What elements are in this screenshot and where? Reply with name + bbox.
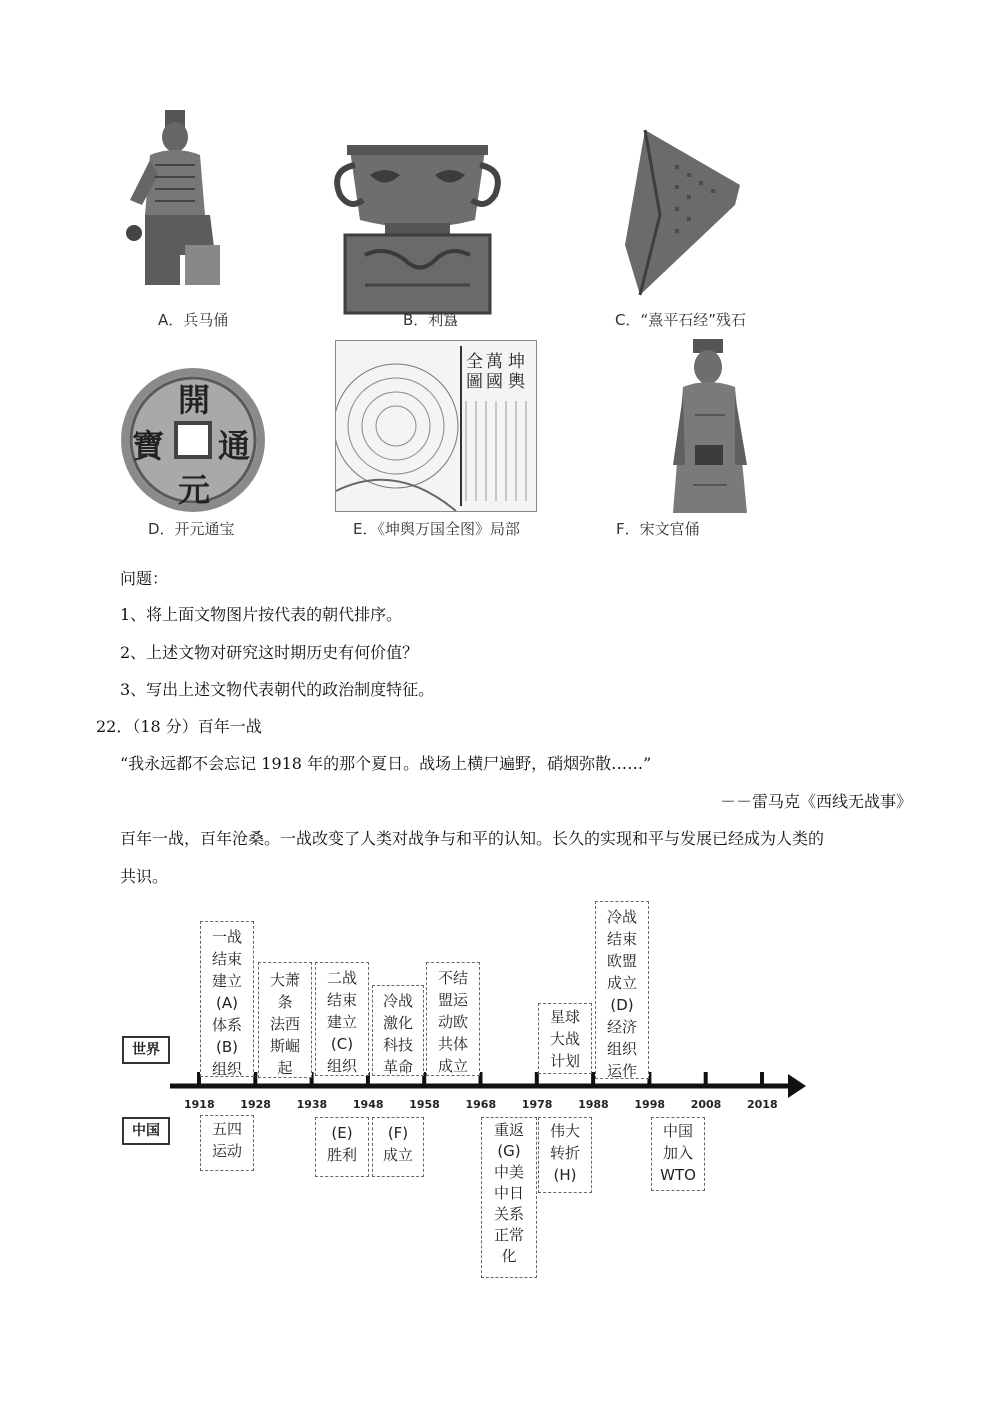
china-box-1968: 重返 (G) 中美 中日 关系 正常 化 [481,1117,537,1278]
world-box-1948: 冷战 激化 科技 革命 [372,985,424,1076]
coin-char-right: 通 [218,427,251,465]
artifact-caption-b: B．利簋 [403,311,459,329]
quote-source: －－雷马克《西线无战事》 [719,792,912,811]
timeline-year-label: 1938 [296,1098,328,1111]
china-box-1998: 中国 加入 WTO [651,1117,705,1191]
question-2: 2、上述文物对研究这时期历史有何价值？ [120,643,419,662]
world-box-1988: 冷战 结束 欧盟 成立 (D) 经济 组织 运作 [595,901,649,1079]
timeline-year-label: 1918 [184,1098,215,1111]
china-box-1938: (E) 胜利 [315,1117,369,1177]
world-box-1918: 一战 结束 建立 (A) 体系 (B) 组织 [200,921,254,1077]
china-box-1978: 伟大 转折 (H) [538,1117,592,1193]
timeline-year-label: 1978 [521,1098,553,1111]
artifact-caption-d: D．开元通宝 [148,520,235,538]
timeline-year-label: 2008 [690,1098,722,1111]
world-label-text: 世界 [132,1042,160,1058]
paragraph-line-1: 百年一战，百年沧桑。一战改变了人类对战争与和平的认知。长久的实现和平与发展已经成为人类的 [120,829,825,848]
paragraph-line-2: 共识。 [120,867,169,886]
question-3: 3、写出上述文物代表朝代的政治制度特征。 [120,680,435,699]
map-title-char-1: 坤 [508,352,525,372]
q22-heading: 22．（18 分）百年一战 [96,717,262,736]
timeline-year-label: 1928 [240,1098,271,1111]
coin-char-left: 寶 [132,427,165,465]
timeline-year-label: 1958 [409,1098,440,1111]
world-box-1938: 二战 结束 建立 (C) 组织 [315,962,369,1076]
timeline-year-label: 2018 [747,1098,778,1111]
map-title-char-5: 全 [466,352,483,372]
china-label-text: 中国 [132,1123,160,1139]
question-1: 1、将上面文物图片按代表的朝代排序。 [120,605,403,624]
timeline-year-label: 1968 [465,1098,497,1111]
map-title-char-4: 國 [486,372,503,392]
artifact-caption-e: E．《坤舆万国全图》局部 [353,520,520,538]
coin-char-top: 開 [178,381,211,419]
artifact-caption-f: F．宋文官俑 [616,520,700,538]
timeline-year-label: 1988 [578,1098,609,1111]
map-title-char-2: 輿 [508,372,525,392]
timeline-year-label: 1948 [352,1098,384,1111]
map-title-char-3: 萬 [486,352,503,372]
world-label [122,1036,170,1064]
china-box-1948: (F) 成立 [372,1117,424,1177]
world-box-1978: 星球 大战 计划 [538,1003,592,1074]
world-box-1928: 大萧 条 法西 斯崛 起 [258,962,312,1078]
artifact-caption-a: A．兵马俑 [158,311,229,329]
china-label [122,1117,170,1145]
world-box-1958: 不结 盟运 动欧 共体 成立 [426,962,480,1076]
quote: “我永远都不会忘记 1918 年的那个夏日。战场上横尸遍野，硝烟弥散……” [120,754,652,773]
timeline-year-label: 1998 [634,1098,666,1111]
artifact-caption-c: C．“熹平石经”残石 [615,311,747,329]
questions-heading: 问题： [120,569,169,588]
china-box-1918: 五四 运动 [200,1115,254,1171]
map-title-char-6: 圖 [466,372,483,392]
coin-char-bottom: 元 [178,471,211,509]
